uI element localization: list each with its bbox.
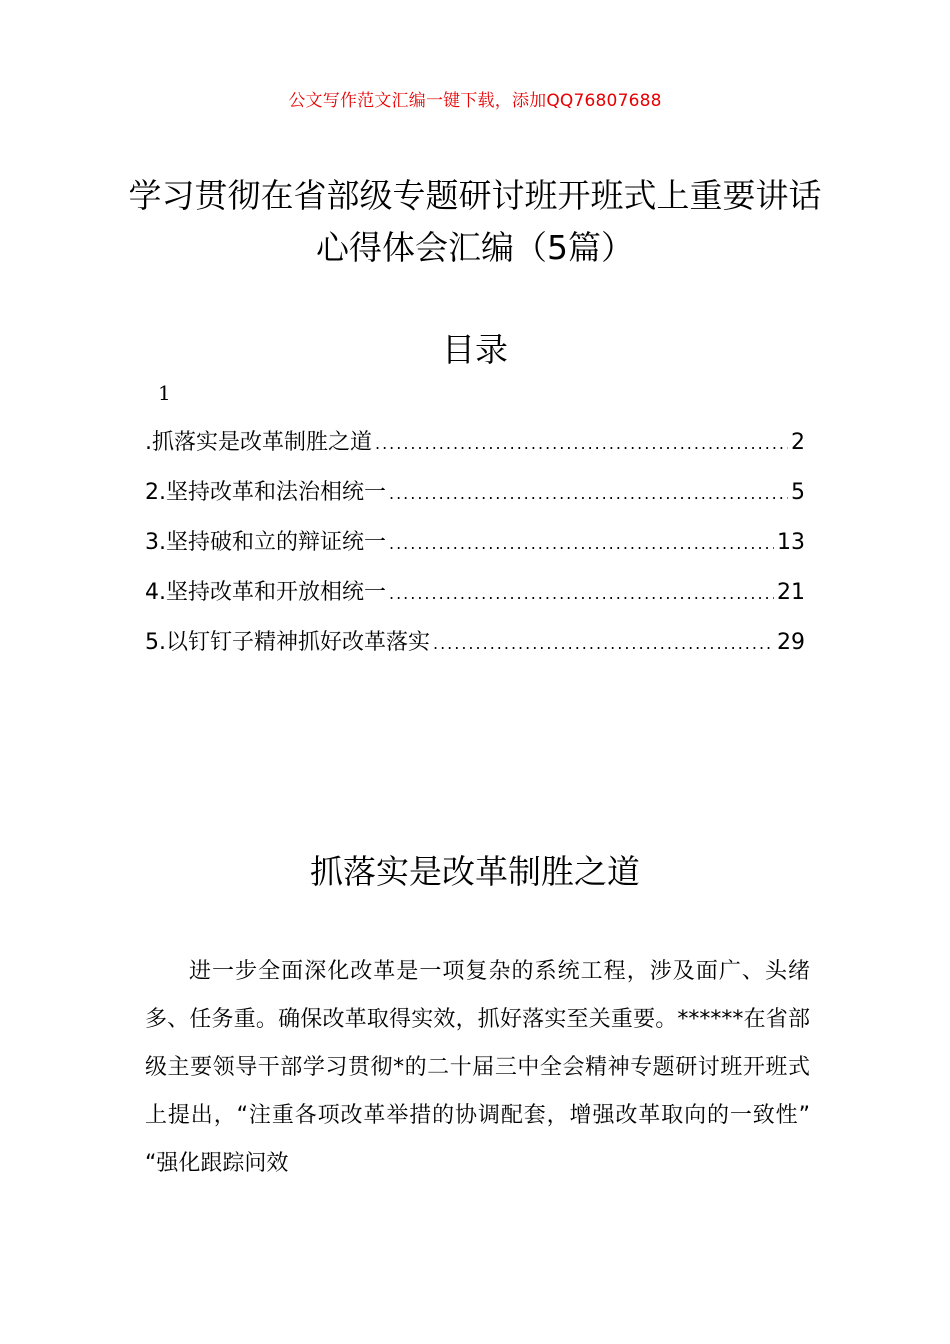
toc-heading: 目录 xyxy=(442,330,508,369)
table-of-contents xyxy=(145,425,805,675)
body-paragraph: 进一步全面深化改革是一项复杂的系统工程，涉及面广、头绪多、任务重。确保改革取得实效，抓好落实至关重要。******在省部级主要领导干部学习贯彻*的二十届三中全会精神专题研讨班开班式上提出，“注重各项改革举措的协调配套，增强改革取向的一致性” “强化跟踪问效 xyxy=(145,959,810,1176)
toc-item-1[interactable] xyxy=(145,425,805,475)
toc-dot-leader xyxy=(389,534,774,553)
toc-item-page: 13 xyxy=(777,530,805,555)
toc-item-label: .抓落实是改革制胜之道 xyxy=(145,430,372,455)
toc-dot-leader xyxy=(389,484,788,503)
toc-item-label: 5.以钉钉子精神抓好改革落实 xyxy=(145,630,430,655)
toc-item-page: 29 xyxy=(777,630,805,655)
toc-item-page: 5 xyxy=(791,480,805,505)
toc-item-4[interactable] xyxy=(145,575,805,625)
document-title: 学习贯彻在省部级专题研讨班开班式上重要讲话心得体会汇编（5篇） xyxy=(128,176,822,267)
toc-item-2[interactable] xyxy=(145,475,805,525)
toc-dot-leader xyxy=(433,634,774,653)
toc-dot-leader xyxy=(389,584,774,603)
toc-item-label: 4.坚持改革和开放相统一 xyxy=(145,580,386,605)
toc-item-page: 2 xyxy=(791,430,805,455)
toc-item-page: 21 xyxy=(777,580,805,605)
toc-stray-number: 1 xyxy=(158,381,171,405)
toc-item-label: 3.坚持破和立的辩证统一 xyxy=(145,530,386,555)
promo-banner: 公文写作范文汇编一键下载，添加QQ76807688 xyxy=(288,91,662,111)
toc-item-3[interactable] xyxy=(145,525,805,575)
toc-dot-leader xyxy=(375,434,788,453)
toc-item-5[interactable] xyxy=(145,625,805,675)
section-title: 抓落实是改革制胜之道 xyxy=(310,852,640,891)
toc-item-label: 2.坚持改革和法治相统一 xyxy=(145,480,386,505)
